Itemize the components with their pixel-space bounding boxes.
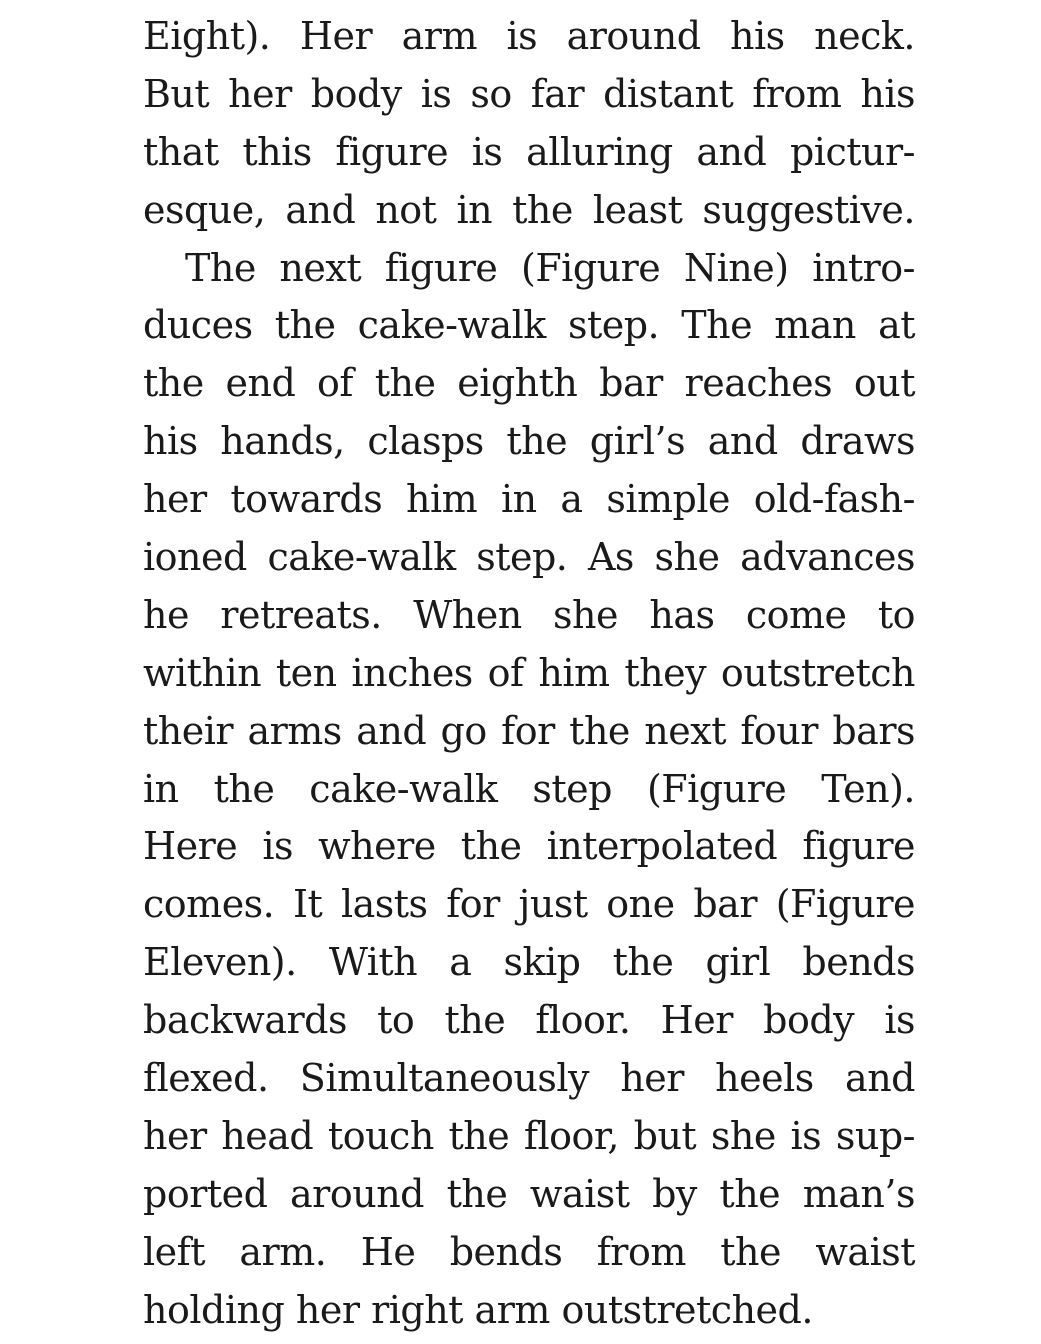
text-line: flexed. Simultaneously her heels and [143, 1056, 915, 1101]
text-line: duces the cake-walk step. The man at [143, 303, 915, 348]
text-line: backwards to the floor. Her body is [143, 998, 915, 1043]
text-line: ioned cake-walk step. As she advances [143, 535, 915, 580]
text-line: that this figure is alluring and pictur- [143, 129, 915, 174]
text-line: within ten inches of him they outstretch [143, 650, 915, 695]
text-line: Here is where the interpolated figure [143, 824, 915, 869]
text-line: ported around the waist by the man’s [143, 1171, 915, 1216]
text-line: left arm. He bends from the waist [143, 1229, 915, 1274]
paragraph-first-line: The next figure (Figure Nine) intro- [185, 245, 915, 290]
text-line: Eight). Her arm is around his neck. [143, 14, 915, 58]
text-line: he retreats. When she has come to [143, 592, 915, 637]
text-line: in the cake-walk step (Figure Ten). [143, 766, 915, 811]
text-line: esque, and not in the least suggestive. [143, 187, 915, 232]
text-line: her head touch the floor, but she is sup- [143, 1113, 915, 1158]
text-line: her towards him in a simple old-fash- [143, 477, 915, 522]
text-line: his hands, clasps the girl’s and draws [143, 419, 915, 464]
text-line: the end of the eighth bar reaches out [143, 361, 915, 406]
document-page [143, 8, 915, 1339]
text-line: But her body is so far distant from his [143, 71, 915, 116]
text-line: their arms and go for the next four bars [143, 708, 915, 753]
text-line: Eleven). With a skip the girl bends [143, 940, 915, 985]
text-line: comes. It lasts for just one bar (Figure [143, 882, 915, 927]
paragraph-last-line: holding her right arm outstretched. [143, 1287, 813, 1332]
